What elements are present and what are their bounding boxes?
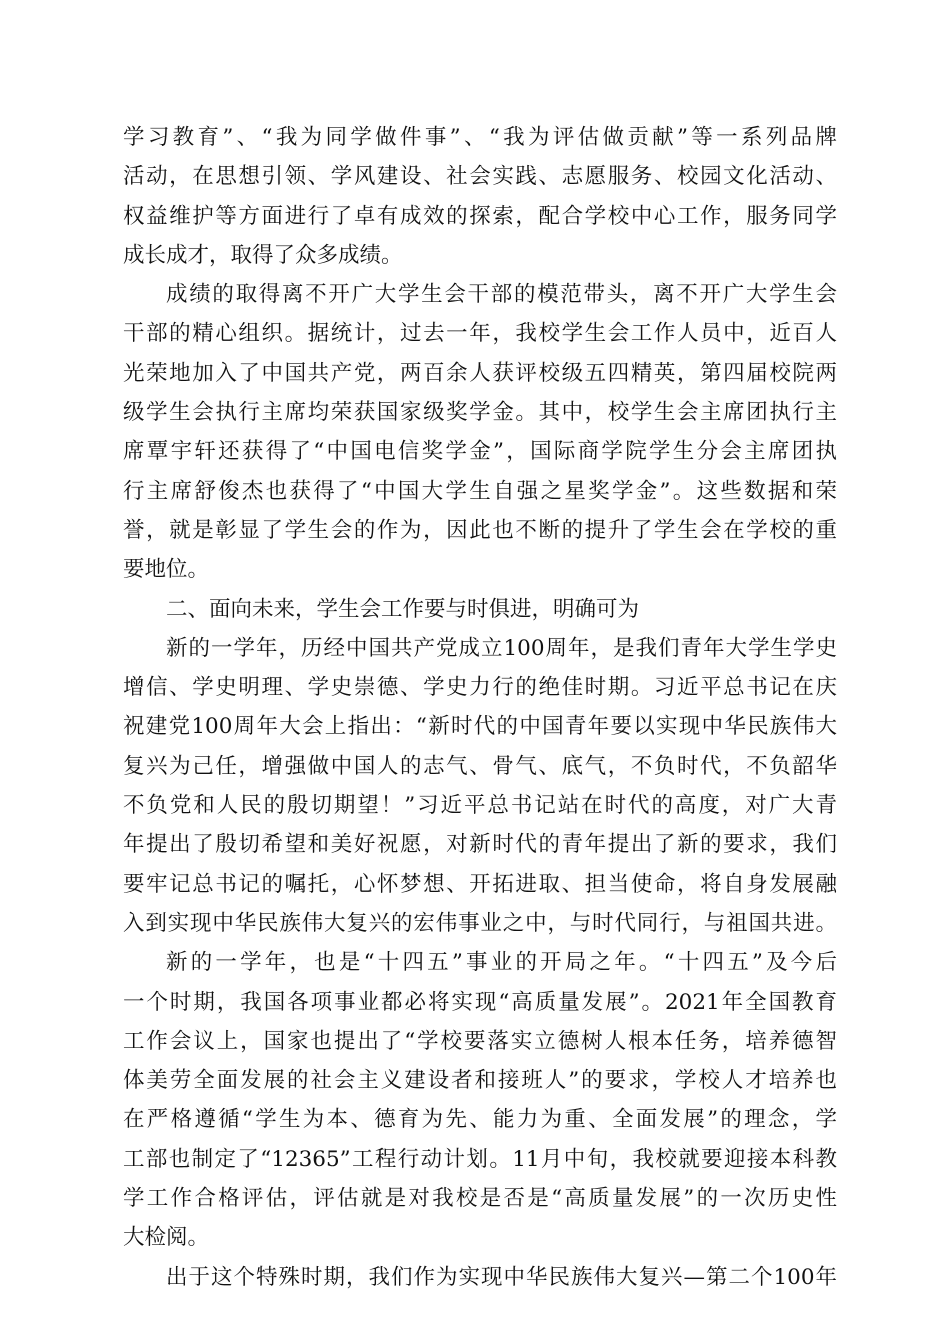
paragraph-4 xyxy=(123,629,837,943)
text-line: 在严格遵循“学生为本、德育为先、能力为重、全面发展”的理念，学 xyxy=(123,1107,837,1133)
text-line: 要牢记总书记的嘱托，心怀梦想、开拓进取、担当使命，将自身发展融 xyxy=(123,871,837,897)
text-line: 工部也制定了“12365”工程行动计划。11月中旬，我校就要迎接本科教 xyxy=(123,1146,837,1172)
paragraph-6 xyxy=(123,1258,837,1297)
heading-line: 二、面向未来，学生会工作要与时俱进，明确可为 xyxy=(166,596,640,622)
text-line: 新的一学年，也是“十四五”事业的开局之年。“十四五”及今后 xyxy=(166,950,837,976)
text-line: 成长成才，取得了众多成绩。 xyxy=(123,242,403,268)
text-line: 增信、学史明理、学史崇德、学史力行的绝佳时期。习近平总书记在庆 xyxy=(123,675,837,701)
text-line: 光荣地加入了中国共产党，两百余人获评校级五四精英，第四届校院两 xyxy=(123,360,837,386)
text-line: 学工作合格评估，评估就是对我校是否是“高质量发展”的一次历史性 xyxy=(123,1186,837,1212)
text-line: 新的一学年，历经中国共产党成立100周年，是我们青年大学生学史 xyxy=(166,635,837,661)
text-line: 入到实现中华民族伟大复兴的宏伟事业之中，与时代同行，与祖国共进。 xyxy=(123,910,837,936)
text-line: 学习教育”、“我为同学做件事”、“我为评估做贡献”等一系列品牌 xyxy=(123,125,837,150)
text-line: 要地位。 xyxy=(123,557,210,583)
text-line: 活动，在思想引领、学风建设、社会实践、志愿服务、校园文化活动、 xyxy=(123,164,837,190)
text-line: 祝建党100周年大会上指出：“新时代的中国青年要以实现中华民族伟大 xyxy=(123,714,837,740)
text-line: 誉，就是彰显了学生会的作为，因此也不断的提升了学生会在学校的重 xyxy=(123,517,837,543)
text-line: 行主席舒俊杰也获得了“中国大学生自强之星奖学金”。这些数据和荣 xyxy=(123,478,837,504)
text-line: 年提出了殷切希望和美好祝愿，对新时代的青年提出了新的要求，我们 xyxy=(123,832,837,858)
text-line: 大检阅。 xyxy=(123,1225,210,1251)
section-heading xyxy=(123,590,837,629)
text-line: 复兴为己任，增强做中国人的志气、骨气、底气，不负时代，不负韶华 xyxy=(123,753,837,779)
text-line: 工作会议上，国家也提出了“学校要落实立德树人根本任务，培养德智 xyxy=(123,1028,837,1054)
text-line: 不负党和人民的殷切期望！”习近平总书记站在时代的高度，对广大青 xyxy=(123,793,837,819)
paragraph-1 xyxy=(123,118,837,275)
text-line: 成绩的取得离不开广大学生会干部的模范带头，离不开广大学生会 xyxy=(166,282,837,308)
paragraph-5 xyxy=(123,943,837,1257)
text-line: 出于这个特殊时期，我们作为实现中华民族伟大复兴—第二个100年 xyxy=(166,1264,837,1290)
text-line: 席覃宇轩还获得了“中国电信奖学金”，国际商学院学生分会主席团执 xyxy=(123,439,837,465)
text-line: 权益维护等方面进行了卓有成效的探索，配合学校中心工作，服务同学 xyxy=(123,203,837,229)
text-line: 级学生会执行主席均荣获国家级奖学金。其中，校学生会主席团执行主 xyxy=(123,400,837,426)
text-line: 一个时期，我国各项事业都必将实现“高质量发展”。2021年全国教育 xyxy=(123,989,837,1015)
text-line: 干部的精心组织。据统计，过去一年，我校学生会工作人员中，近百人 xyxy=(123,321,837,347)
text-line: 体美劳全面发展的社会主义建设者和接班人”的要求，学校人才培养也 xyxy=(123,1068,837,1094)
document-body xyxy=(123,118,837,1297)
paragraph-2 xyxy=(123,275,837,589)
